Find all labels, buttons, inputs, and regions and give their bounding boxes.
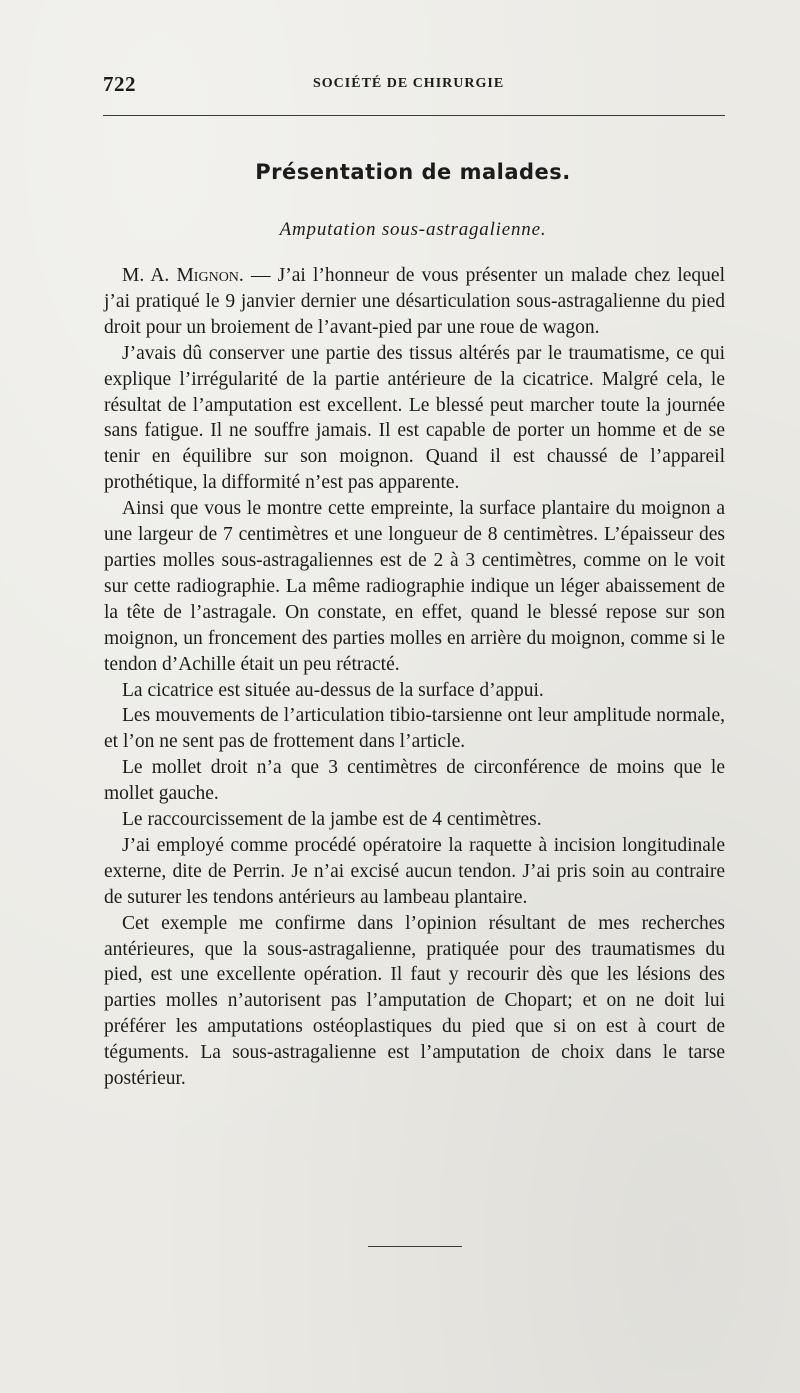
- paragraph-1: [104, 263, 725, 341]
- paragraph-4: La cicatrice est située au-dessus de la surface d’appui.: [122, 679, 544, 701]
- paragraph-9: Cet exemple me confirme dans l’opinion résultant de mes recherches antérieures, que la sous-astragalienne, pratiquée pour des traumatismes du pied, est une excellente opération. Il faut y recourir dès que les lésions des parties molles n’autorisent pas l’amputation de Chopart; et on ne doit lui préférer les amputations ostéoplastiques du pied que si on est à court de téguments. La sous-astragalienne est l’amputation de choix dans le tarse postérieur.: [104, 912, 725, 1090]
- paragraph-1-text: — J’ai l’honneur de vous présenter un malade chez lequel j’ai pratiqué le 9 janvier dernier une désarticulation sous-astragalienne du pied droit pour un broiement de l’avant-pied par une roue de wagon.: [104, 265, 725, 338]
- body-text: [104, 263, 725, 1092]
- page-header: [103, 72, 725, 96]
- paragraph-2: J’avais dû conserver une partie des tissus altérés par le traumatisme, ce qui explique l’irrégularité de la partie antérieure de la cicatrice. Malgré cela, le résultat de l’amputation est excellent. Le blessé peut marcher toute la journée sans fatigue. Il ne souffre jamais. Il est capable de porter un homme et de se tenir en équilibre sur son moignon. Quand il est chaussé de l’appareil prothétique, la difformité n’est pas apparente.: [104, 342, 725, 494]
- paragraph-7: Le raccourcissement de la jambe est de 4 centimètres.: [122, 809, 542, 831]
- page-number: 722: [103, 72, 136, 96]
- end-rule: [368, 1246, 462, 1247]
- author-name: M. A. Mignon.: [122, 265, 244, 286]
- paragraph-3: Ainsi que vous le montre cette empreinte, la surface plantaire du moignon a une largeur de 7 centimètres et une longueur de 8 centimètres. L’épaisseur des parties molles sous-astragaliennes est de 2 à 3 centimètres, comme on le voit sur cette radiographie. La même radiographie indique un léger abaissement de la tête de l’astragale. On constate, en effet, quand le blessé repose sur son moignon, un froncement des parties molles en arrière du moignon, comme si le tendon d’Achille était un peu rétracté.: [104, 498, 725, 675]
- subtitle: Amputation sous-astragalienne.: [279, 219, 547, 240]
- header-rule: [103, 115, 725, 116]
- paragraph-5: Les mouvements de l’articulation tibio-tarsienne ont leur amplitude normale, et l’on ne sent pas de frottement dans l’article.: [104, 705, 725, 753]
- paragraph-8: J’ai employé comme procédé opératoire la raquette à incision longitudinale externe, dite de Perrin. Je n’ai excisé aucun tendon. J’ai pris soin au contraire de suturer les tendons antérieurs au lambeau plantaire.: [104, 834, 725, 908]
- section-title: Présentation de malades.: [255, 160, 571, 184]
- paragraph-6: Le mollet droit n’a que 3 centimètres de circonférence de moins que le mollet gauche.: [104, 757, 725, 805]
- running-title: SOCIÉTÉ DE CHIRURGIE: [313, 76, 505, 91]
